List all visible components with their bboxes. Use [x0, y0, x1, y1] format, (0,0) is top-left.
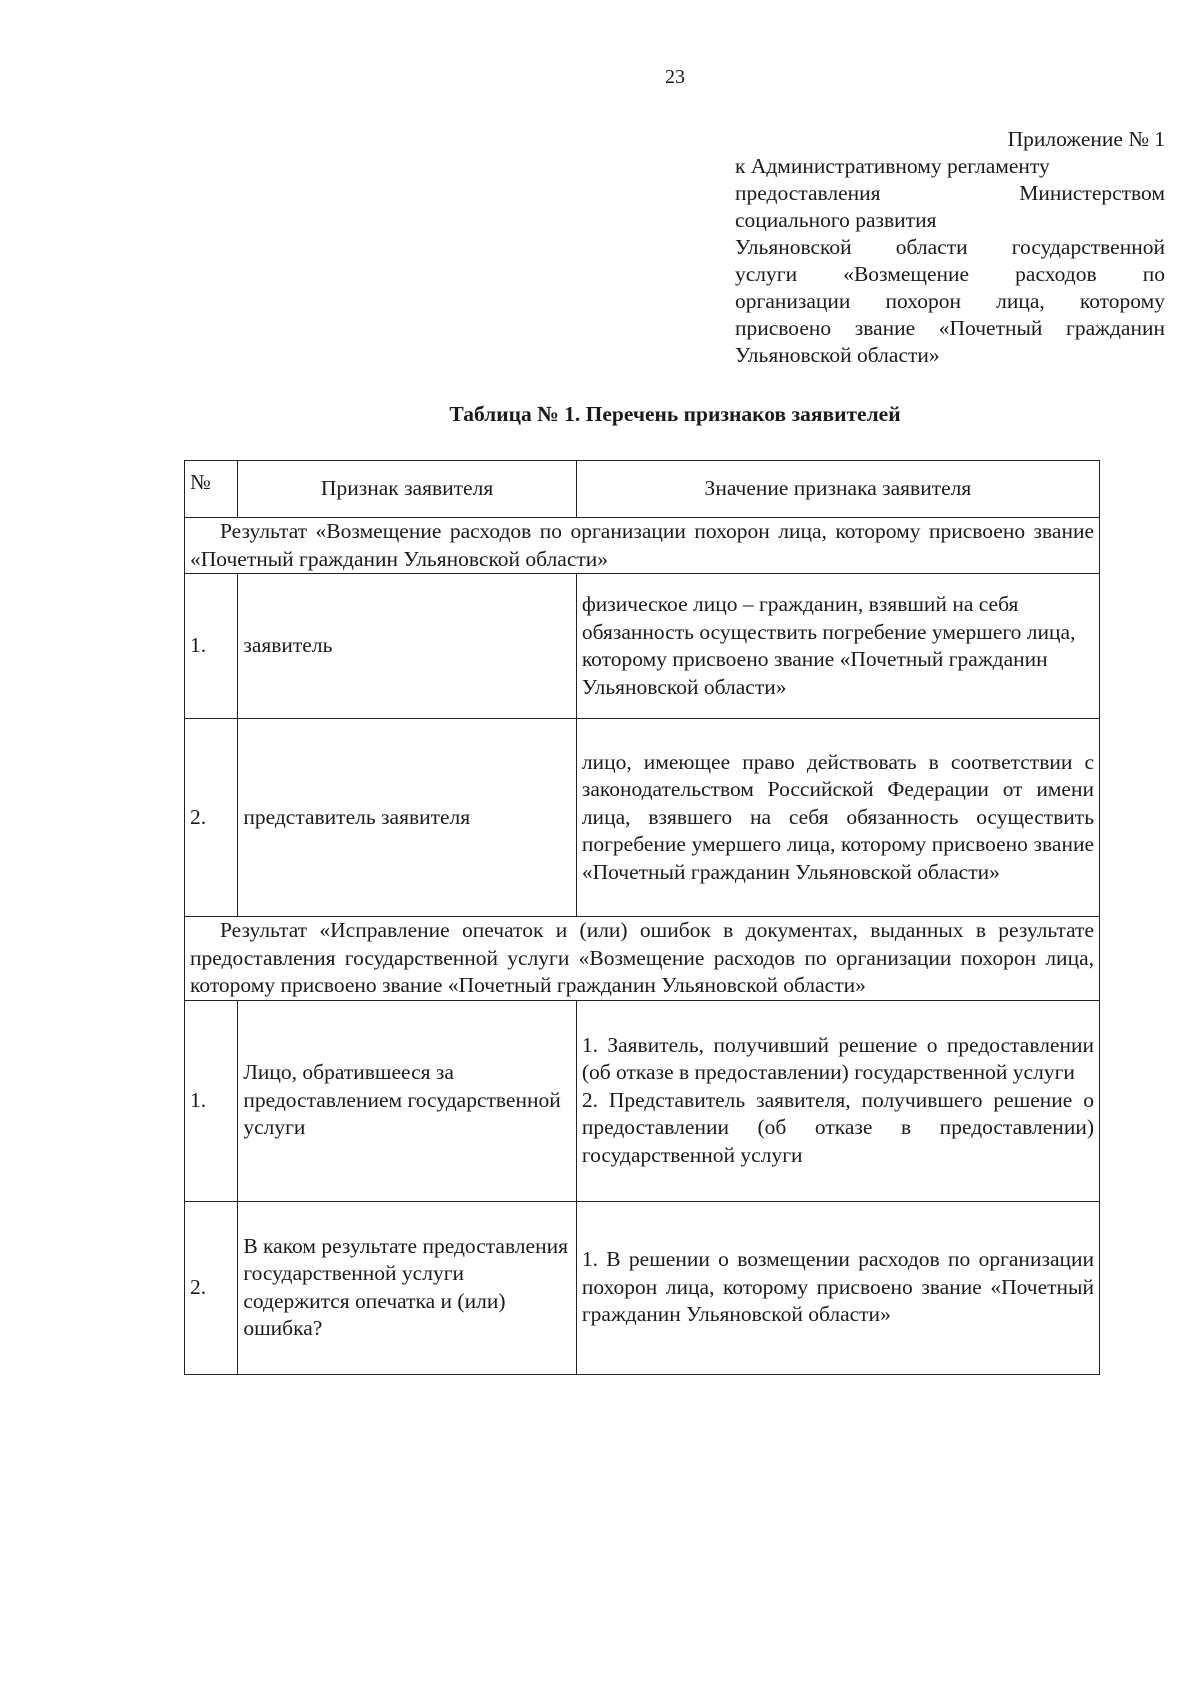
row-sign: В каком результате предоставления государственной услуги содержится опечатка и (или) ошибка? [238, 1201, 577, 1374]
table-title: Таблица № 1. Перечень признаков заявителей [449, 402, 901, 426]
appendix-line: Ульяновской области государственной [735, 235, 1165, 259]
table-row [185, 574, 1100, 719]
appendix-line: предоставления Министерством [735, 181, 1165, 205]
appendix-line: организации похорон лица, которому [735, 289, 1165, 313]
group-title-text: Результат «Возмещение расходов по организации похорон лица, которому присвоено звание «Почетный гражданин Ульяновской области» [190, 519, 1094, 571]
group-row [185, 518, 1100, 574]
appendix-header [735, 126, 1165, 369]
header-number: № [185, 461, 238, 518]
appendix-line: присвоено звание «Почетный гражданин [735, 316, 1165, 340]
row-value [576, 1000, 1099, 1201]
applicant-signs-table [184, 460, 1100, 1375]
row-value: лицо, имеющее право действовать в соответствии с законодательством Российской Федерации от имени лица, взявшего на себя обязанность осуществить погребение умершего лица, которому присвоено звание «Почетный гражданин Ульяновской области» [576, 719, 1099, 917]
header-sign: Признак заявителя [238, 461, 577, 518]
value-item: 2. Представитель заявителя, получившего решение о предоставлении (об отказе в предоставлении) государственной услуги [581, 1087, 1094, 1167]
group-row [185, 917, 1100, 1001]
appendix-line: услуги «Возмещение расходов по [735, 262, 1165, 286]
page-number: 23 [665, 66, 685, 88]
row-number: 2. [185, 719, 238, 917]
appendix-title: Приложение № 1 [1007, 127, 1165, 151]
table-row [185, 1000, 1100, 1201]
row-sign: заявитель [238, 574, 577, 719]
table-row [185, 719, 1100, 917]
appendix-line: к Административному регламенту [735, 154, 1050, 178]
row-sign: Лицо, обратившееся за предоставлением государственной услуги [238, 1000, 577, 1201]
row-number: 1. [185, 574, 238, 719]
table-header-row [185, 461, 1100, 518]
group-title-text: Результат «Исправление опечаток и (или) ошибок в документах, выданных в результате предоставления государственной услуги «Возмещение расходов по организации похорон лица, которому присвоено звание «Почетный гражданин Ульяновской области» [190, 918, 1094, 997]
row-number: 2. [185, 1201, 238, 1374]
row-number: 1. [185, 1000, 238, 1201]
row-value: 1. В решении о возмещении расходов по организации похорон лица, которому присвоено звание «Почетный гражданин Ульяновской области» [576, 1201, 1099, 1374]
group-title [185, 518, 1100, 574]
row-sign: представитель заявителя [238, 719, 577, 917]
appendix-line: социального развития [735, 208, 937, 232]
header-value: Значение признака заявителя [576, 461, 1099, 518]
group-title [185, 917, 1100, 1001]
value-item: 1. Заявитель, получивший решение о предоставлении (об отказе в предоставлении) государственной услуги [581, 1032, 1094, 1085]
row-value: физическое лицо – гражданин, взявший на себя обязанность осуществить погребение умершего лица, которому присвоено звание «Почетный гражданин Ульяновской области» [576, 574, 1099, 719]
table-row [185, 1201, 1100, 1374]
appendix-line: Ульяновской области» [735, 343, 940, 367]
